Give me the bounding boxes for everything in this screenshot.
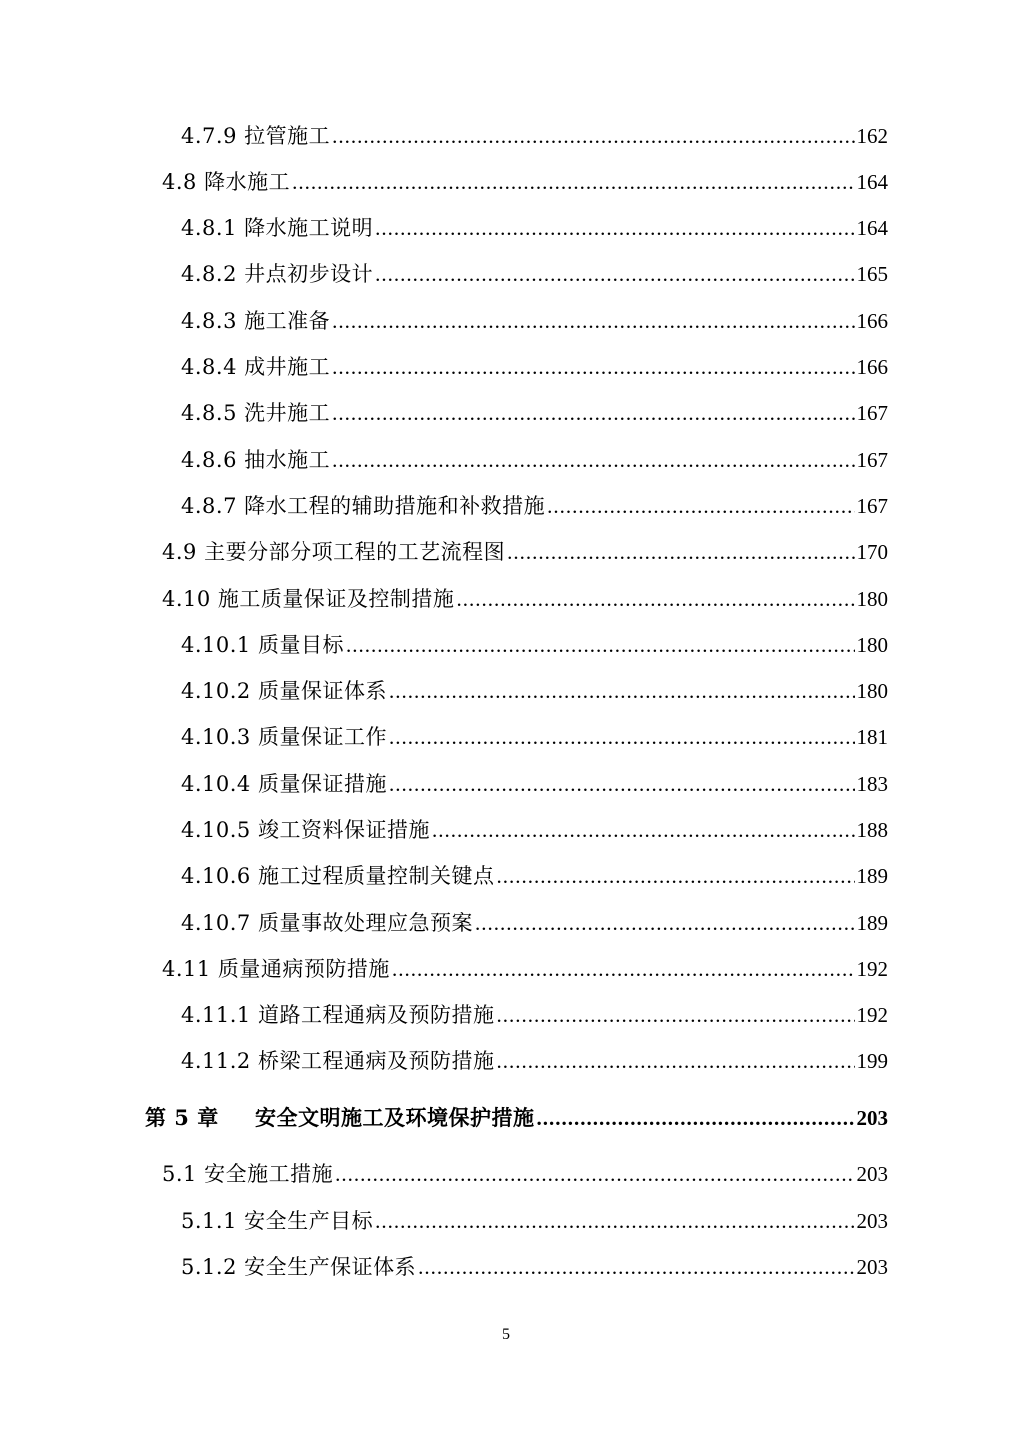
toc-entry-label: 4.8.4 成井施工 xyxy=(181,355,331,379)
toc-entry-4-8-5[interactable] xyxy=(181,399,888,427)
toc-entry-label: 4.10.6 施工过程质量控制关键点 xyxy=(181,864,495,888)
dot-leader xyxy=(335,1160,854,1188)
toc-entry-label: 4.8.7 降水工程的辅助措施和补救措施 xyxy=(181,494,546,518)
toc-entry-page: 192 xyxy=(856,957,888,981)
toc-entry-page: 162 xyxy=(856,124,888,148)
toc-entry-label: 4.9 主要分部分项工程的工艺流程图 xyxy=(162,540,506,564)
toc-entry-4-10-3[interactable] xyxy=(181,723,888,751)
toc-entry-page: 199 xyxy=(856,1049,888,1073)
toc-entry-label: 4.8.6 抽水施工 xyxy=(181,448,331,472)
toc-entry-label: 4.10.5 竣工资料保证措施 xyxy=(181,818,430,842)
toc-entry-4-11[interactable] xyxy=(162,955,888,983)
toc-entry-label: 4.10.1 质量目标 xyxy=(181,633,344,657)
toc-entry-label: 4.10 施工质量保证及控制措施 xyxy=(162,587,455,611)
toc-entry-label: 4.8 降水施工 xyxy=(162,170,291,194)
toc-chapter-title: 安全文明施工及环境保护措施 xyxy=(255,1105,535,1130)
toc-entry-page: 164 xyxy=(856,170,888,194)
toc-entry-4-10-4[interactable] xyxy=(181,770,888,798)
dot-leader xyxy=(496,1001,854,1029)
toc-entry-4-10[interactable] xyxy=(162,585,888,613)
toc-entry-4-10-1[interactable] xyxy=(181,631,888,659)
dot-leader xyxy=(392,955,855,983)
toc-entry-4-8[interactable] xyxy=(162,168,888,196)
toc-entry-5-1[interactable] xyxy=(162,1160,888,1188)
toc-entry-4-7-9[interactable] xyxy=(181,122,888,150)
dot-leader xyxy=(332,307,854,335)
toc-entry-page: 189 xyxy=(856,864,888,888)
toc-entry-label: 4.7.9 拉管施工 xyxy=(181,124,331,148)
toc-entry-5-1-2[interactable] xyxy=(181,1253,888,1281)
dot-leader xyxy=(475,909,855,937)
toc-entry-label: 4.10.3 质量保证工作 xyxy=(181,725,387,749)
dot-leader xyxy=(292,168,854,196)
toc-entry-5-1-1[interactable] xyxy=(181,1207,888,1235)
toc-entry-4-10-6[interactable] xyxy=(181,862,888,890)
toc-entry-4-8-7[interactable] xyxy=(181,492,888,520)
toc-entry-page: 167 xyxy=(856,494,888,518)
dot-leader xyxy=(537,1104,855,1132)
toc-entry-4-9[interactable] xyxy=(162,538,888,566)
toc-entry-page: 183 xyxy=(856,772,888,796)
toc-entry-label: 5.1.2 安全生产保证体系 xyxy=(181,1255,417,1279)
toc-entry-page: 192 xyxy=(856,1003,888,1027)
toc-entry-page: 188 xyxy=(856,818,888,842)
dot-leader xyxy=(496,1047,854,1075)
toc-entry-page: 166 xyxy=(856,355,888,379)
dot-leader xyxy=(496,862,854,890)
toc-entry-label: 5.1 安全施工措施 xyxy=(162,1162,334,1186)
dot-leader xyxy=(332,122,854,150)
toc-entry-label: 4.11.1 道路工程通病及预防措施 xyxy=(181,1003,495,1027)
toc-entry-4-8-4[interactable] xyxy=(181,353,888,381)
toc-entry-label: 4.8.1 降水施工说明 xyxy=(181,216,374,240)
toc-entry-page: 164 xyxy=(856,216,888,240)
toc-chapter-label xyxy=(145,1104,535,1132)
toc-entry-page: 203 xyxy=(856,1255,888,1279)
dot-leader xyxy=(389,723,855,751)
page-number: 5 xyxy=(502,1326,510,1343)
toc-entry-4-10-7[interactable] xyxy=(181,909,888,937)
toc-entry-4-8-6[interactable] xyxy=(181,446,888,474)
dot-leader xyxy=(375,214,854,242)
toc-entry-4-11-1[interactable] xyxy=(181,1001,888,1029)
toc-entry-page: 167 xyxy=(856,448,888,472)
toc-entry-page: 181 xyxy=(856,725,888,749)
dot-leader xyxy=(432,816,855,844)
toc-entry-label: 4.10.4 质量保证措施 xyxy=(181,772,387,796)
toc-entry-page: 203 xyxy=(856,1162,888,1186)
toc-entry-page: 167 xyxy=(856,401,888,425)
dot-leader xyxy=(375,1207,854,1235)
toc-entry-4-8-3[interactable] xyxy=(181,307,888,335)
toc-entry-label: 4.8.3 施工准备 xyxy=(181,309,331,333)
toc-entry-label: 4.8.2 井点初步设计 xyxy=(181,262,374,286)
toc-entry-4-10-2[interactable] xyxy=(181,677,888,705)
toc-entry-chapter-5[interactable] xyxy=(145,1104,888,1132)
toc-entry-label: 4.10.7 质量事故处理应急预案 xyxy=(181,911,473,935)
toc-entry-4-11-2[interactable] xyxy=(181,1047,888,1075)
toc-entry-label: 4.11.2 桥梁工程通病及预防措施 xyxy=(181,1049,495,1073)
dot-leader xyxy=(547,492,854,520)
dot-leader xyxy=(418,1253,854,1281)
dot-leader xyxy=(389,770,855,798)
dot-leader xyxy=(332,446,854,474)
dot-leader xyxy=(456,585,854,613)
toc-entry-4-10-5[interactable] xyxy=(181,816,888,844)
toc-entry-page: 203 xyxy=(856,1106,888,1130)
toc-entry-page: 180 xyxy=(856,587,888,611)
toc-entry-label: 4.8.5 洗井施工 xyxy=(181,401,331,425)
toc-entry-page: 180 xyxy=(856,633,888,657)
toc-entry-page: 165 xyxy=(856,262,888,286)
dot-leader xyxy=(375,260,854,288)
toc-entry-page: 166 xyxy=(856,309,888,333)
dot-leader xyxy=(346,631,855,659)
toc-entry-label: 5.1.1 安全生产目标 xyxy=(181,1209,374,1233)
dot-leader xyxy=(507,538,854,566)
dot-leader xyxy=(332,353,854,381)
toc-entry-page: 189 xyxy=(856,911,888,935)
dot-leader xyxy=(389,677,855,705)
toc-entry-label: 4.11 质量通病预防措施 xyxy=(162,957,390,981)
toc-chapter-number: 第 5 章 xyxy=(145,1105,219,1130)
toc-entry-page: 203 xyxy=(856,1209,888,1233)
toc-entry-page: 180 xyxy=(856,679,888,703)
toc-entry-4-8-2[interactable] xyxy=(181,260,888,288)
toc-entry-4-8-1[interactable] xyxy=(181,214,888,242)
toc-entry-label: 4.10.2 质量保证体系 xyxy=(181,679,387,703)
dot-leader xyxy=(332,399,854,427)
toc-entry-page: 170 xyxy=(856,540,888,564)
